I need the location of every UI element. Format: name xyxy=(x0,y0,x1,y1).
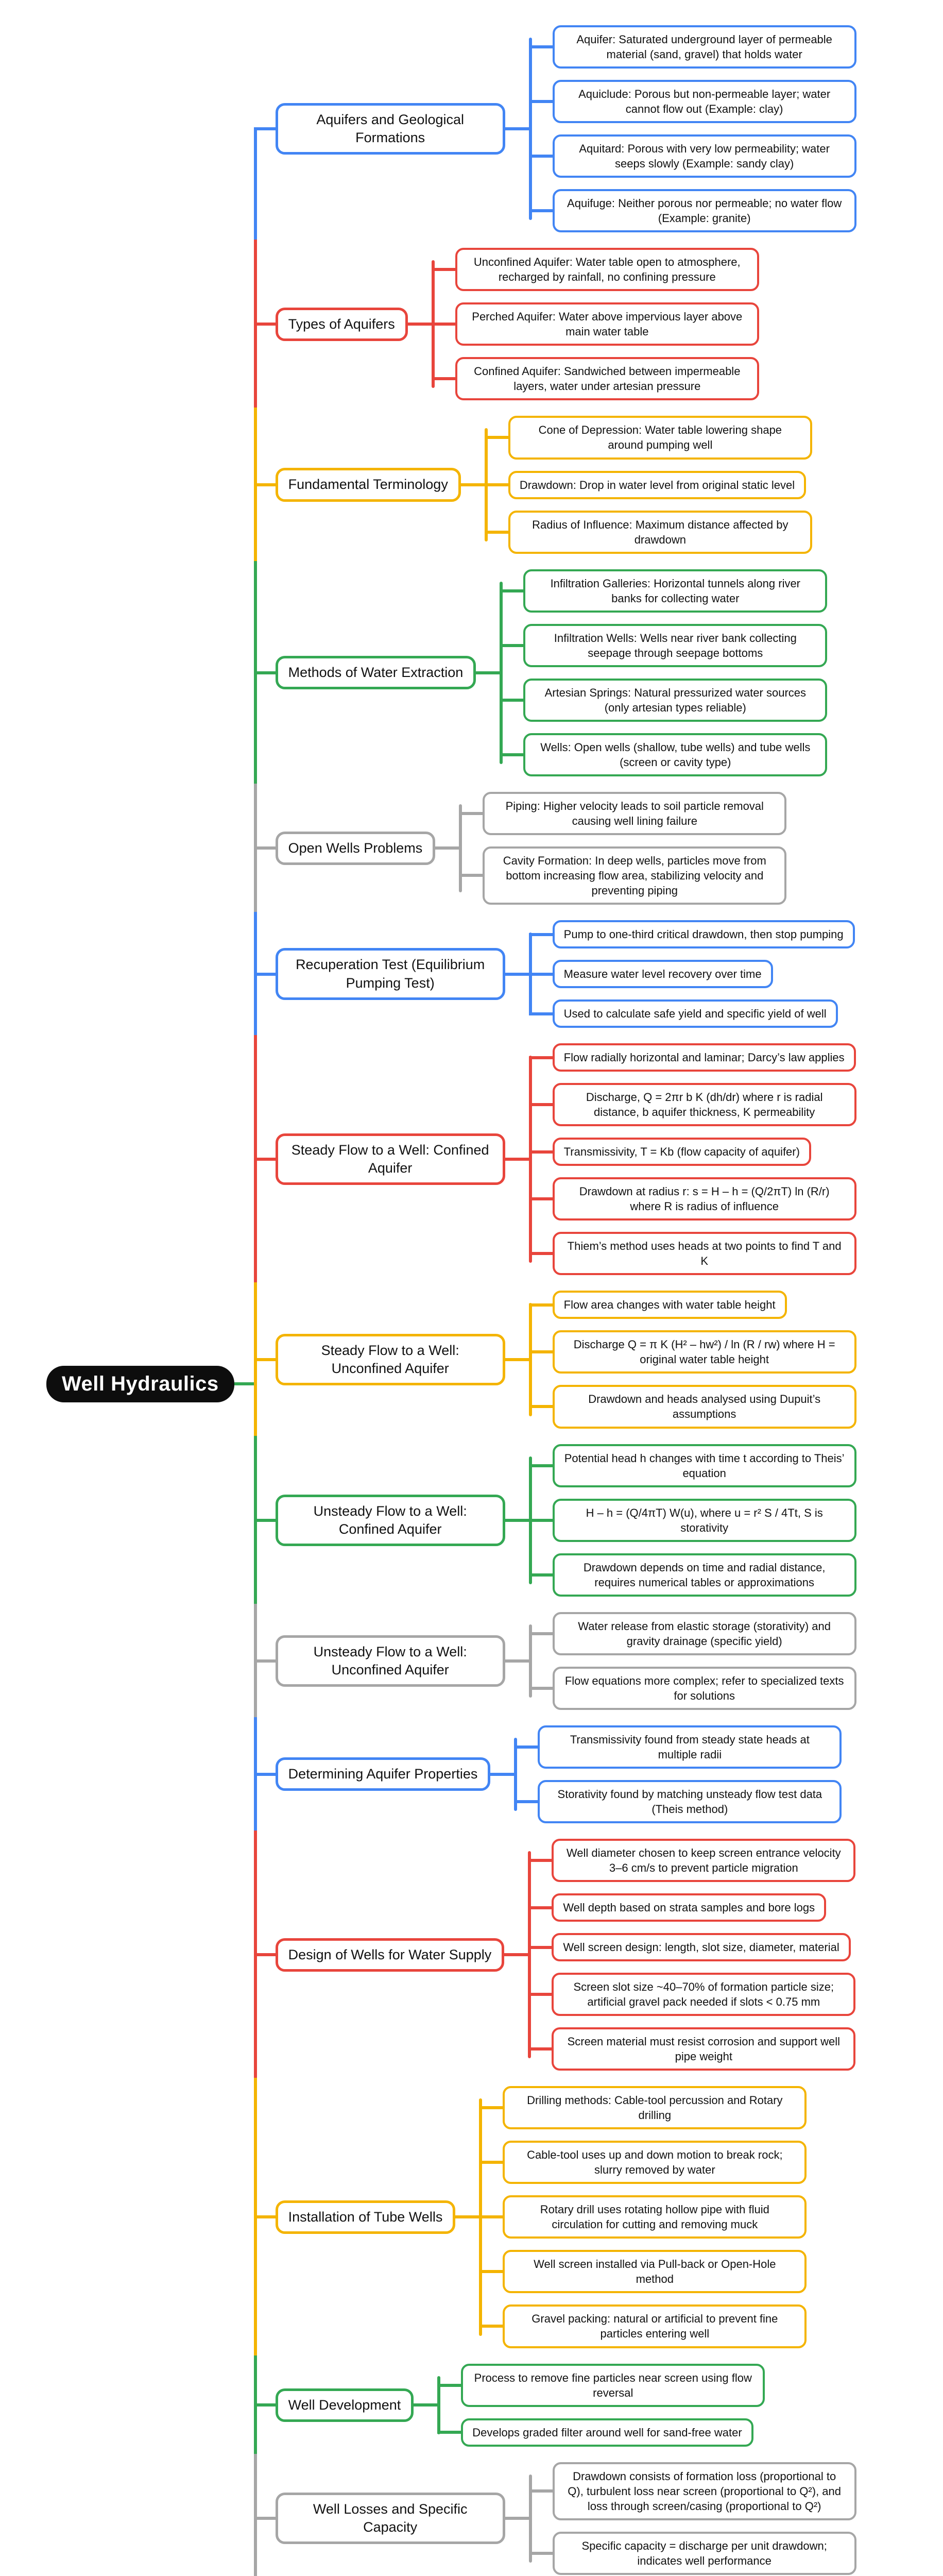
topic-node: Types of Aquifers xyxy=(276,308,408,341)
topic-node: Design of Wells for Water Supply xyxy=(276,1938,505,1972)
leaf-node: Transmissivity found from steady state heads at multiple radii xyxy=(538,1725,842,1769)
connector-line xyxy=(505,1519,529,1522)
leaf-node: Transmissivity, T = Kb (flow capacity of aquifer) xyxy=(553,1138,811,1166)
leaf-group xyxy=(485,416,812,553)
leaf-node: Screen slot size ~40–70% of formation particle size; artificial gravel pack needed if slots < 0.75 mm xyxy=(552,1973,855,2016)
leaf-group xyxy=(529,920,855,1028)
leaf-node: Piping: Higher velocity leads to soil particle removal causing well lining failure xyxy=(483,792,786,835)
connector-line xyxy=(414,2403,437,2406)
leaf-node: Discharge, Q = 2πr b K (dh/dr) where r is radial distance, b aquifer thickness, K permeability xyxy=(553,1083,856,1126)
leaf-group xyxy=(500,569,827,776)
leaf-node: Measure water level recovery over time xyxy=(553,960,773,988)
leaf-node: Flow radially horizontal and laminar; Darcy’s law applies xyxy=(553,1043,856,1072)
leaf-group xyxy=(529,1291,856,1428)
leaf-node: Artesian Springs: Natural pressurized water sources (only artesian types reliable) xyxy=(523,679,827,722)
topic-node: Steady Flow to a Well: Confined Aquifer xyxy=(276,1133,505,1185)
branch-installation-of-tube-wells xyxy=(254,2086,856,2348)
topic-node: Unsteady Flow to a Well: Confined Aquifer xyxy=(276,1495,505,1546)
branch-unsteady-flow-confined-aquifer xyxy=(254,1444,856,1597)
leaf-group xyxy=(479,2086,807,2348)
leaf-node: Rotary drill uses rotating hollow pipe with fluid circulation for cutting and removing muck xyxy=(503,2195,807,2239)
leaf-node: Drilling methods: Cable-tool percussion and Rotary drilling xyxy=(503,2086,807,2129)
leaf-node: Infiltration Galleries: Horizontal tunnels along river banks for collecting water xyxy=(523,569,827,613)
leaf-node: Cavity Formation: In deep wells, particles move from bottom increasing flow area, stabilizing velocity and preventing piping xyxy=(483,846,786,905)
branch-open-wells-problems xyxy=(254,792,856,905)
connector-line xyxy=(490,1773,514,1776)
leaf-node: Flow equations more complex; refer to specialized texts for solutions xyxy=(553,1667,856,1710)
leaf-node: Potential head h changes with time t according to Theis’ equation xyxy=(553,1444,856,1487)
connector-line xyxy=(455,2215,479,2218)
connector-line xyxy=(435,846,459,850)
topic-node: Methods of Water Extraction xyxy=(276,656,476,689)
leaf-node: Drawdown depends on time and radial distance, requires numerical tables or approximations xyxy=(553,1553,856,1597)
topic-node: Steady Flow to a Well: Unconfined Aquifer xyxy=(276,1334,505,1385)
branch-recuperation-test xyxy=(254,920,856,1028)
branch-methods-of-water-extraction xyxy=(254,569,856,776)
leaf-node: Well depth based on strata samples and bore logs xyxy=(552,1893,826,1922)
topic-node: Fundamental Terminology xyxy=(276,468,461,501)
leaf-node: Drawdown at radius r: s = H – h = (Q/2πT) ln (R/r) where R is radius of influence xyxy=(553,1177,856,1221)
leaf-group xyxy=(529,25,856,232)
leaf-node: Pump to one-third critical drawdown, then stop pumping xyxy=(553,920,855,948)
topic-node: Well Development xyxy=(276,2388,414,2422)
leaf-node: Screen material must resist corrosion and support well pipe weight xyxy=(552,2027,855,2071)
connector-line xyxy=(505,1158,529,1161)
connector-line xyxy=(461,483,485,486)
leaf-node: Aquitard: Porous with very low permeability; water seeps slowly (Example: sandy clay) xyxy=(553,134,856,178)
leaf-node: Aquiclude: Porous but non-permeable layer; water cannot flow out (Example: clay) xyxy=(553,80,856,123)
branch-design-of-wells xyxy=(254,1839,856,2071)
leaf-node: Drawdown: Drop in water level from original static level xyxy=(508,471,806,499)
leaf-node: Confined Aquifer: Sandwiched between impermeable layers, water under artesian pressure xyxy=(455,357,759,400)
leaf-node: Thiem’s method uses heads at two points to find T and K xyxy=(553,1232,856,1275)
leaf-node: Wells: Open wells (shallow, tube wells) and tube wells (screen or cavity type) xyxy=(523,733,827,776)
leaf-group xyxy=(437,2364,765,2447)
branch-well-development xyxy=(254,2364,856,2447)
topic-node: Installation of Tube Wells xyxy=(276,2200,456,2234)
leaf-node: Infiltration Wells: Wells near river bank collecting seepage through seepage bottoms xyxy=(523,624,827,667)
topic-node: Well Losses and Specific Capacity xyxy=(276,2493,505,2544)
leaf-node: Well screen design: length, slot size, diameter, material xyxy=(552,1933,850,1961)
branches-column xyxy=(254,18,856,2576)
branch-aquifers-and-geological-formations xyxy=(254,25,856,232)
branch-well-losses-and-specific-capacity xyxy=(254,2462,856,2575)
branch-determining-aquifer-properties xyxy=(254,1725,856,1823)
leaf-node: Used to calculate safe yield and specific yield of well xyxy=(553,999,838,1028)
leaf-group xyxy=(529,2462,856,2575)
leaf-node: Specific capacity = discharge per unit drawdown; indicates well performance xyxy=(553,2532,856,2575)
leaf-node: Discharge Q = π K (H² – hw²) / ln (R / rw) where H = original water table height xyxy=(553,1330,856,1374)
leaf-node: Gravel packing: natural or artificial to prevent fine particles entering well xyxy=(503,2304,807,2348)
leaf-group xyxy=(529,1043,856,1275)
connector-line xyxy=(505,973,529,976)
leaf-node: Aquifuge: Neither porous nor permeable; no water flow (Example: granite) xyxy=(553,189,856,232)
leaf-node: Well diameter chosen to keep screen entrance velocity 3–6 cm/s to prevent particle migration xyxy=(552,1839,855,1882)
connector-line xyxy=(505,1659,529,1663)
topic-node: Aquifers and Geological Formations xyxy=(276,103,505,155)
connector-line xyxy=(505,127,529,130)
branch-fundamental-terminology xyxy=(254,416,856,553)
leaf-node: Perched Aquifer: Water above impervious layer above main water table xyxy=(455,302,759,346)
leaf-node: Unconfined Aquifer: Water table open to atmosphere, recharged by rainfall, no confining pressure xyxy=(455,248,759,291)
leaf-node: Aquifer: Saturated underground layer of permeable material (sand, gravel) that holds water xyxy=(553,25,856,69)
connector-line xyxy=(408,323,432,326)
connector-line xyxy=(505,2517,529,2520)
leaf-node: Develops graded filter around well for sand-free water xyxy=(461,2418,753,2447)
leaf-group xyxy=(528,1839,855,2071)
mindmap xyxy=(0,18,943,2576)
leaf-node: Drawdown consists of formation loss (proportional to Q), turbulent loss near screen (proportional to Q²), and loss through screen/casing (proportional to Q²) xyxy=(553,2462,856,2520)
branch-types-of-aquifers xyxy=(254,248,856,400)
leaf-node: Cable-tool uses up and down motion to break rock; slurry removed by water xyxy=(503,2141,807,2184)
root-connector-line xyxy=(234,1382,254,1385)
leaf-node: H – h = (Q/4πT) W(u), where u = r² S / 4Tt, S is storativity xyxy=(553,1499,856,1542)
branch-unsteady-flow-unconfined-aquifer xyxy=(254,1612,856,1710)
leaf-node: Process to remove fine particles near screen using flow reversal xyxy=(461,2364,765,2407)
topic-node: Unsteady Flow to a Well: Unconfined Aquifer xyxy=(276,1635,505,1687)
leaf-node: Flow area changes with water table height xyxy=(553,1291,787,1319)
connector-line xyxy=(505,1358,529,1361)
topic-node: Determining Aquifer Properties xyxy=(276,1757,491,1791)
leaf-node: Drawdown and heads analysed using Dupuit’s assumptions xyxy=(553,1385,856,1428)
connector-line xyxy=(476,671,500,674)
leaf-node: Well screen installed via Pull-back or Open-Hole method xyxy=(503,2250,807,2293)
central-node-column xyxy=(46,1366,254,1402)
leaf-group xyxy=(529,1444,856,1597)
leaf-group xyxy=(459,792,786,905)
leaf-node: Radius of Influence: Maximum distance affected by drawdown xyxy=(508,511,812,554)
branch-steady-flow-unconfined-aquifer xyxy=(254,1291,856,1428)
leaf-group xyxy=(432,248,759,400)
connector-line xyxy=(504,1953,528,1956)
leaf-group xyxy=(514,1725,842,1823)
central-topic-node: Well Hydraulics xyxy=(46,1366,234,1402)
topic-node: Recuperation Test (Equilibrium Pumping Test) xyxy=(276,948,505,999)
leaf-group xyxy=(529,1612,856,1710)
leaf-node: Water release from elastic storage (storativity) and gravity drainage (specific yield) xyxy=(553,1612,856,1655)
branch-steady-flow-confined-aquifer xyxy=(254,1043,856,1275)
leaf-node: Storativity found by matching unsteady flow test data (Theis method) xyxy=(538,1780,842,1823)
topic-node: Open Wells Problems xyxy=(276,832,436,865)
leaf-node: Cone of Depression: Water table lowering shape around pumping well xyxy=(508,416,812,459)
